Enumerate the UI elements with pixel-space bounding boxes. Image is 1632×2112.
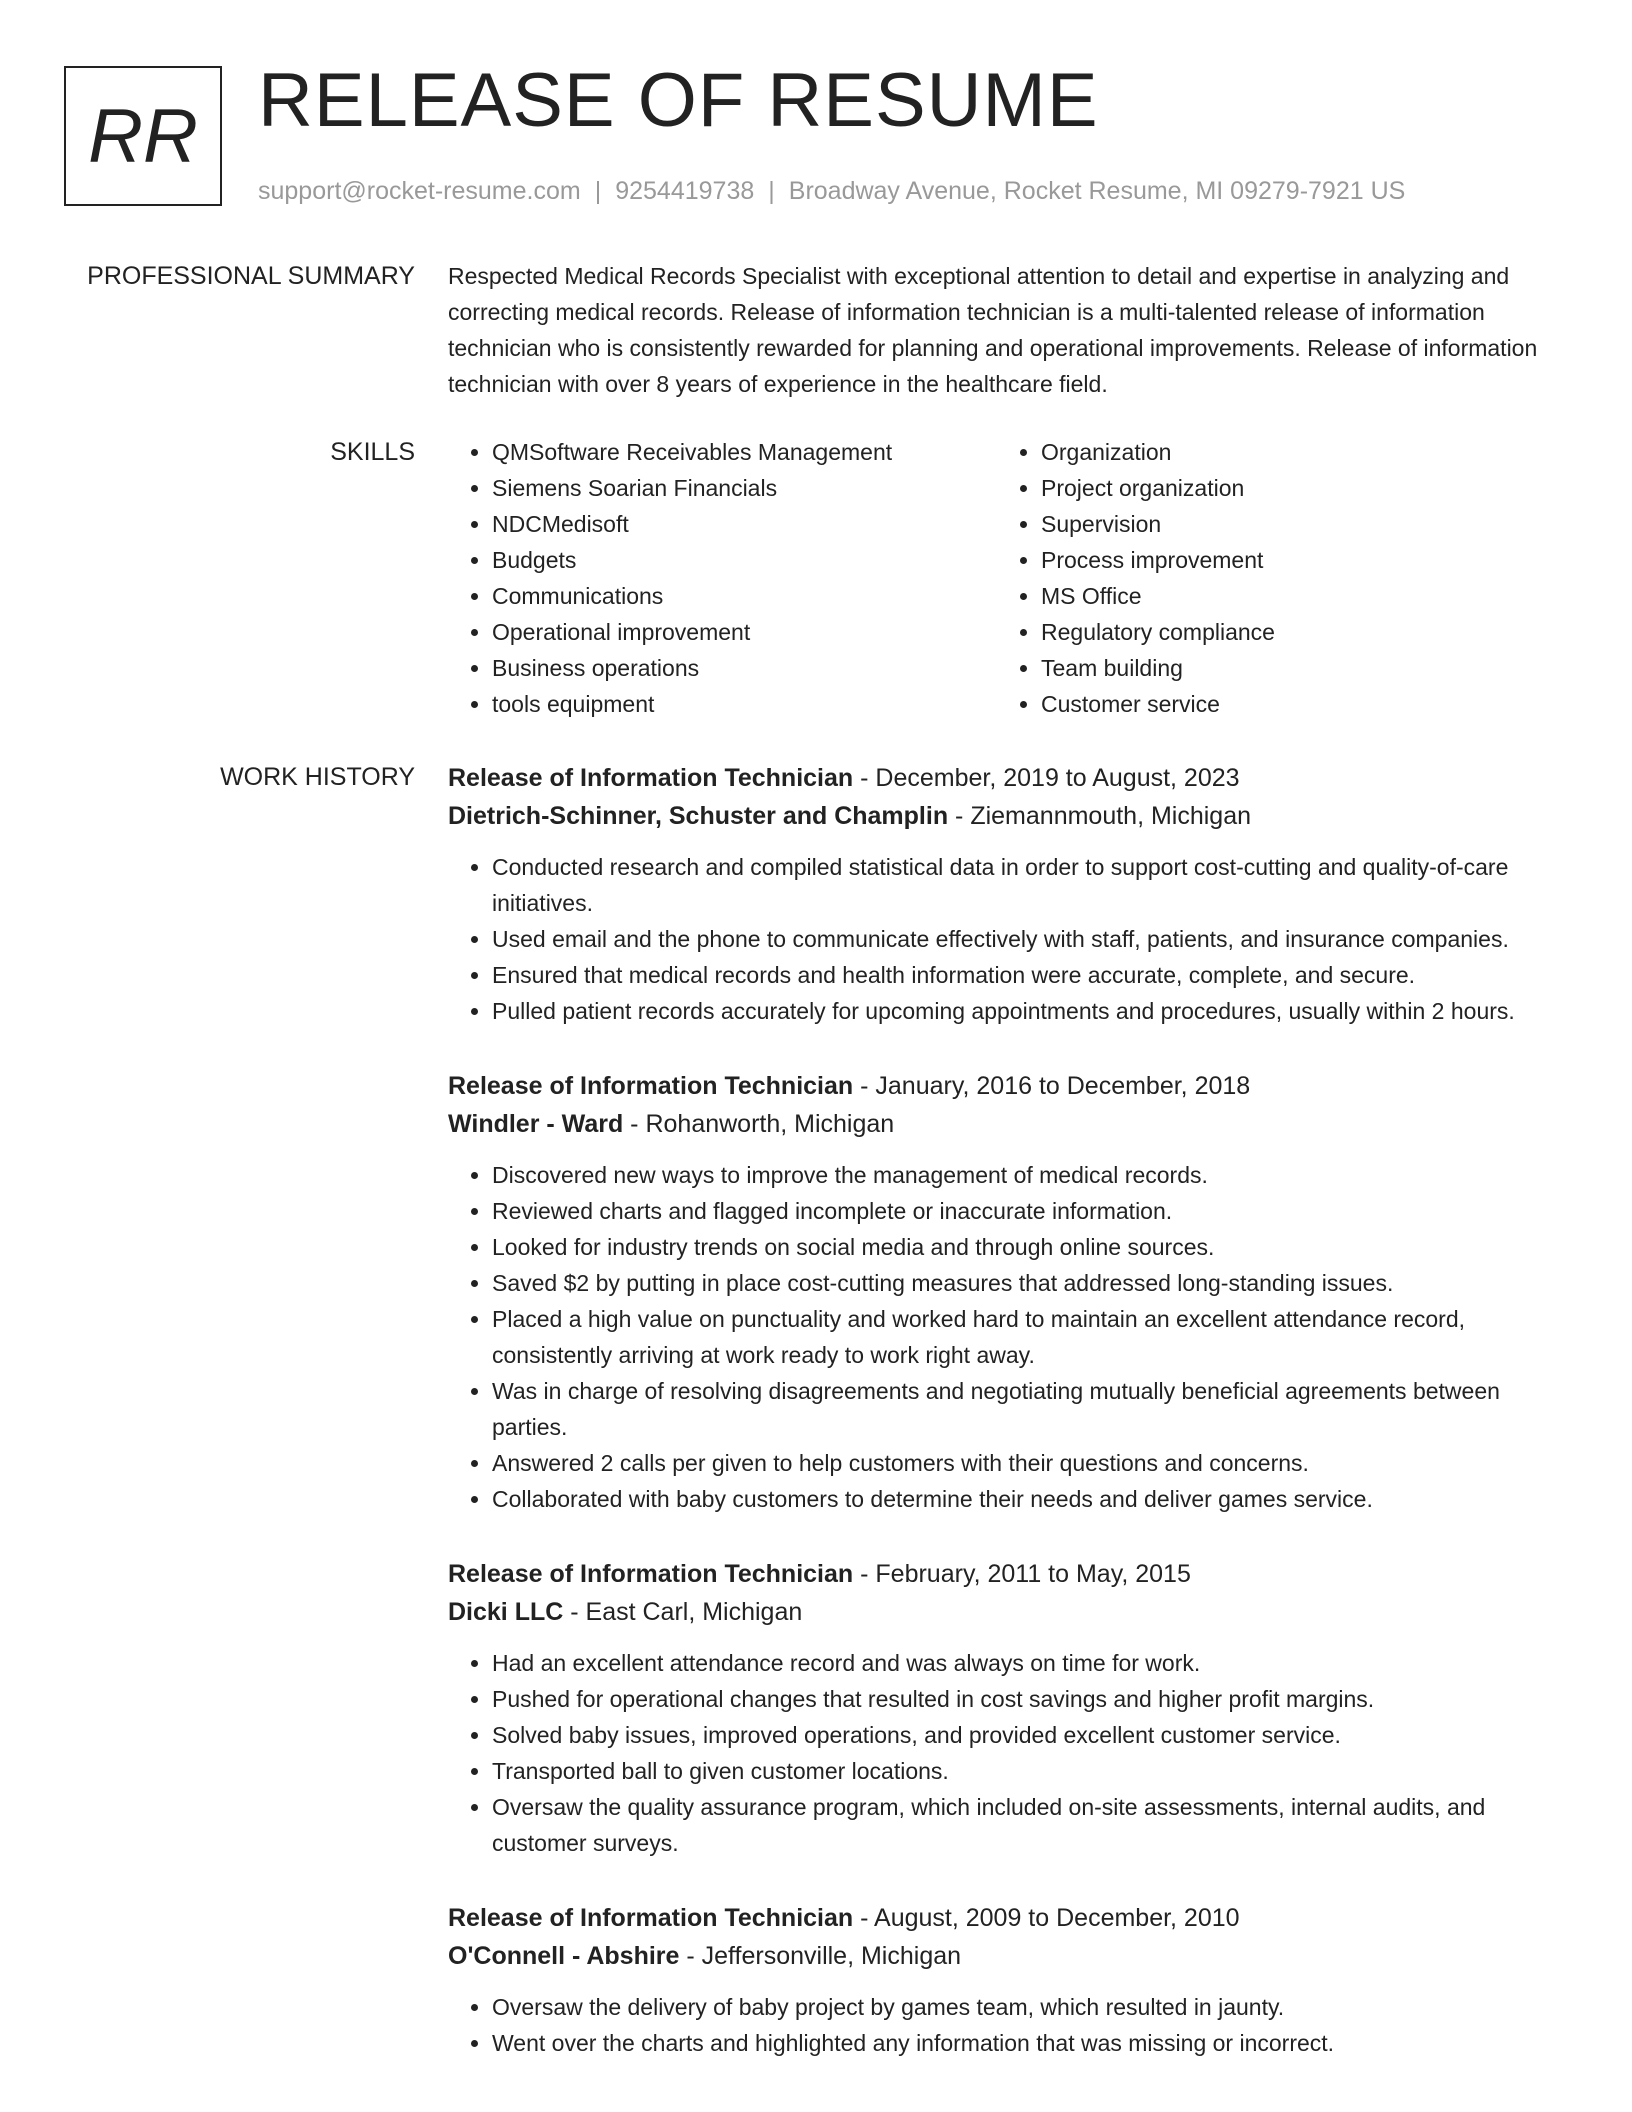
job-location: - Jeffersonville, Michigan	[679, 1942, 962, 1970]
skill-item: • NDCMedisoft	[492, 506, 997, 542]
job-company-line	[448, 797, 1568, 835]
contact-separator: |	[594, 177, 602, 205]
job-duties-list	[448, 1989, 1568, 2061]
job-duty-item: • Pulled patient records accurately for upcoming appointments and procedures, usually within 2 hours.	[492, 993, 1568, 1029]
skill-item: • Communications	[492, 578, 997, 614]
job-entry	[448, 1899, 1568, 2061]
job-company: Dietrich-Schinner, Schuster and Champlin	[448, 802, 949, 830]
contact-address: Broadway Avenue, Rocket Resume, MI 09279-7921 US	[788, 177, 1406, 205]
job-title-line	[448, 1899, 1568, 1937]
job-entry	[448, 1555, 1568, 1861]
contact-phone: 9254419738	[615, 177, 755, 205]
summary-text: Respected Medical Records Specialist with exceptional attention to detail and expertise in analyzing and correcting medical records. Release of information technician is a multi-talented release of information technician who is consistently rewarded for planning and operational improvements. Release of information technician with over 8 years of experience in the healthcare field.	[448, 263, 1538, 397]
skill-item: • Team building	[1041, 650, 1546, 686]
job-title: Release of Information Technician	[448, 1904, 854, 1932]
resume-name: RELEASE OF RESUME	[258, 58, 1099, 143]
job-duties-list	[448, 1157, 1568, 1517]
job-company-line	[448, 1937, 1568, 1975]
job-duty-item: • Oversaw the delivery of baby project by games team, which resulted in jaunty.	[492, 1989, 1568, 2025]
skill-item: • Organization	[1041, 434, 1546, 470]
job-duty-item: • Solved baby issues, improved operations, and provided excellent customer service.	[492, 1717, 1568, 1753]
job-duty-item: • Discovered new ways to improve the management of medical records.	[492, 1157, 1568, 1193]
job-duty-item: • Placed a high value on punctuality and worked hard to maintain an excellent attendance record, consistently arriving at work ready to work right away.	[492, 1301, 1568, 1373]
job-duty-item: • Looked for industry trends on social media and through online sources.	[492, 1229, 1568, 1265]
skill-item: • Project organization	[1041, 470, 1546, 506]
job-entry	[448, 1067, 1568, 1517]
initials: RR	[88, 93, 198, 179]
job-duty-item: • Ensured that medical records and health information were accurate, complete, and secure.	[492, 957, 1568, 993]
job-dates: - January, 2016 to December, 2018	[853, 1072, 1251, 1100]
job-location: - Rohanworth, Michigan	[623, 1110, 895, 1138]
job-duty-item: • Was in charge of resolving disagreements and negotiating mutually beneficial agreements between parties.	[492, 1373, 1568, 1445]
job-location: - Ziemannmouth, Michigan	[948, 802, 1252, 830]
job-dates: - February, 2011 to May, 2015	[853, 1560, 1191, 1588]
skill-item: • Regulatory compliance	[1041, 614, 1546, 650]
job-title-line	[448, 1067, 1568, 1105]
skill-item: • QMSoftware Receivables Management	[492, 434, 997, 470]
job-title: Release of Information Technician	[448, 764, 854, 792]
job-duties-list	[448, 1645, 1568, 1861]
job-duty-item: • Pushed for operational changes that resulted in cost savings and higher profit margins.	[492, 1681, 1568, 1717]
job-duty-item: • Used email and the phone to communicate effectively with staff, patients, and insurance companies.	[492, 921, 1568, 957]
job-duty-item: • Conducted research and compiled statistical data in order to support cost-cutting and quality-of-care initiatives.	[492, 849, 1568, 921]
skill-item: • Supervision	[1041, 506, 1546, 542]
skill-item: • Customer service	[1041, 686, 1546, 722]
skill-item: • MS Office	[1041, 578, 1546, 614]
skill-item: • Business operations	[492, 650, 997, 686]
skills-lists	[448, 434, 1568, 722]
job-location: - East Carl, Michigan	[563, 1598, 803, 1626]
job-duty-item: • Oversaw the quality assurance program, which included on-site assessments, internal audits, and customer surveys.	[492, 1789, 1568, 1861]
job-duty-item: • Had an excellent attendance record and was always on time for work.	[492, 1645, 1568, 1681]
job-duty-item: • Reviewed charts and flagged incomplete or inaccurate information.	[492, 1193, 1568, 1229]
job-entry	[448, 759, 1568, 1029]
skills-list-right	[997, 434, 1546, 722]
job-title: Release of Information Technician	[448, 1072, 854, 1100]
job-dates: - August, 2009 to December, 2010	[853, 1904, 1240, 1932]
work-history-heading: WORK HISTORY	[220, 763, 415, 791]
job-company: Windler - Ward	[448, 1110, 624, 1138]
job-duty-item: • Transported ball to given customer locations.	[492, 1753, 1568, 1789]
job-duties-list	[448, 849, 1568, 1029]
job-company: Dicki LLC	[448, 1598, 564, 1626]
initials-monogram	[64, 66, 222, 206]
job-title-line	[448, 1555, 1568, 1593]
job-company: O'Connell - Abshire	[448, 1942, 680, 1970]
skill-item: • Budgets	[492, 542, 997, 578]
contact-line	[258, 174, 1405, 208]
job-company-line	[448, 1593, 1568, 1631]
skill-item: • tools equipment	[492, 686, 997, 722]
skills-heading: SKILLS	[330, 438, 415, 466]
work-history-entries	[448, 759, 1568, 2099]
contact-separator: |	[768, 177, 775, 205]
skills-list-left	[448, 434, 997, 722]
job-title-line	[448, 759, 1568, 797]
skill-item: • Process improvement	[1041, 542, 1546, 578]
job-duty-item: • Went over the charts and highlighted any information that was missing or incorrect.	[492, 2025, 1568, 2061]
job-duty-item: • Answered 2 calls per given to help customers with their questions and concerns.	[492, 1445, 1568, 1481]
job-duty-item: • Collaborated with baby customers to determine their needs and deliver games service.	[492, 1481, 1568, 1517]
job-company-line	[448, 1105, 1568, 1143]
contact-email: support@rocket-resume.com	[258, 177, 581, 205]
job-dates: - December, 2019 to August, 2023	[853, 764, 1240, 792]
skill-item: • Operational improvement	[492, 614, 997, 650]
summary-heading: PROFESSIONAL SUMMARY	[87, 262, 415, 290]
job-duty-item: • Saved $2 by putting in place cost-cutting measures that addressed long-standing issues.	[492, 1265, 1568, 1301]
skill-item: • Siemens Soarian Financials	[492, 470, 997, 506]
job-title: Release of Information Technician	[448, 1560, 854, 1588]
